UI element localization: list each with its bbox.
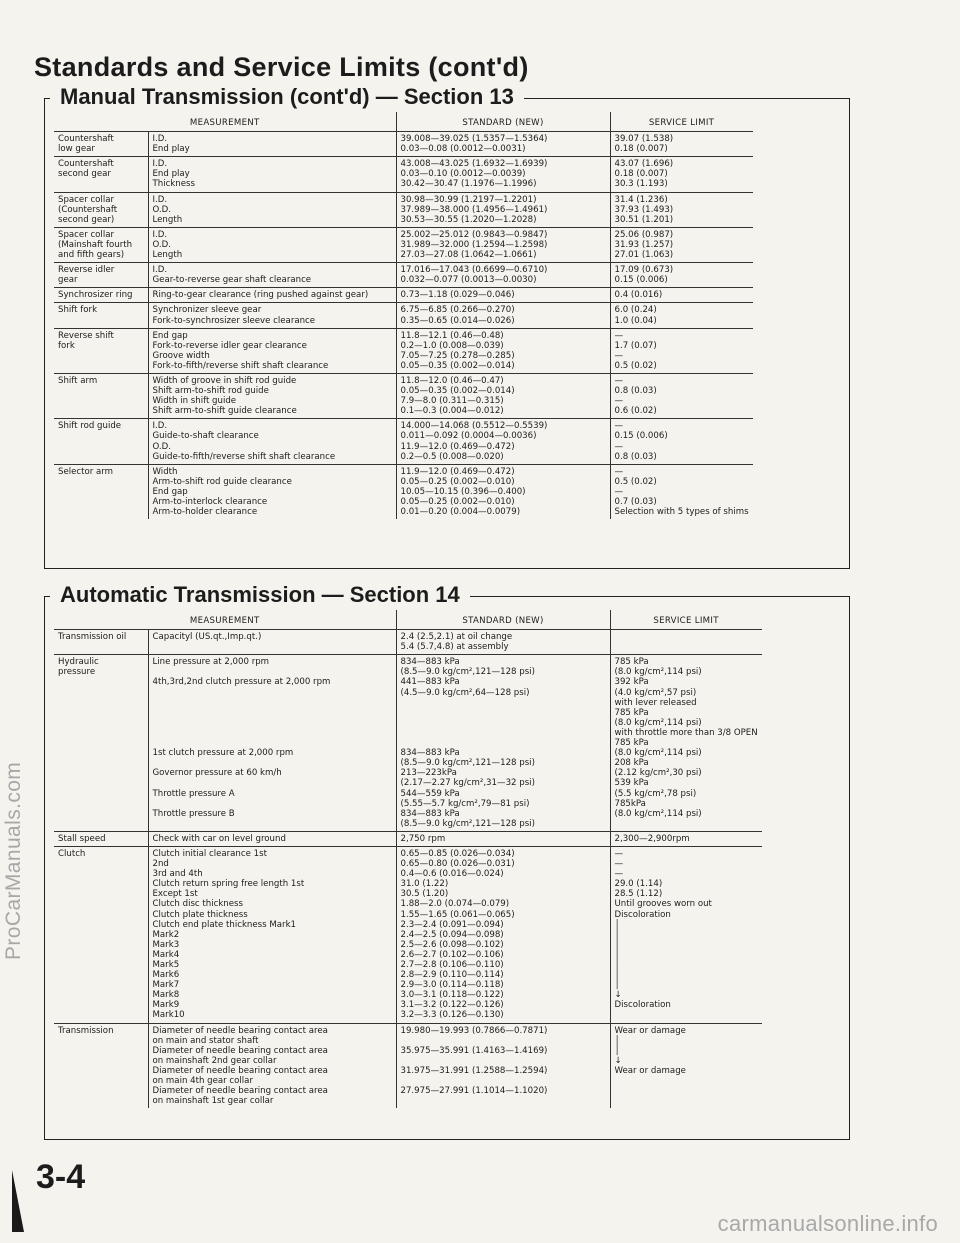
side-watermark: ProCarManuals.com: [2, 761, 25, 960]
service-limit-cell: [610, 630, 762, 655]
service-limit-cell: 6.0 (0.24) 1.0 (0.04): [610, 303, 753, 328]
part-cell: Transmission: [54, 1023, 148, 1108]
table-row: [54, 192, 753, 227]
service-limit-cell: — 0.5 (0.02) — 0.7 (0.03) Selection with 5 types of shims: [610, 464, 753, 519]
standard-cell: 39.008—39.025 (1.5357—1.5364) 0.03—0.08 (0.0012—0.0031): [396, 132, 610, 157]
service-limit-cell: 2,300—2,900rpm: [610, 831, 762, 846]
part-cell: Spacer collar (Mainshaft fourth and fifth gears): [54, 227, 148, 262]
service-limit-cell: — 1.7 (0.07) — 0.5 (0.02): [610, 328, 753, 373]
table-row: [54, 373, 753, 418]
automatic-section-title: Automatic Transmission — Section 14: [50, 582, 470, 608]
measurement-cell: I.D. O.D. Length: [148, 192, 396, 227]
standard-cell: 30.98—30.99 (1.2197—1.2201) 37.989—38.000 (1.4956—1.4961) 30.53—30.55 (1.2020—1.2028): [396, 192, 610, 227]
measurement-cell: Width of groove in shift rod guide Shift arm-to-shift rod guide Width in shift guide Shift arm-to-shift guide clearance: [148, 373, 396, 418]
header-standard: STANDARD (NEW): [396, 610, 610, 630]
table-row: [54, 157, 753, 192]
bottom-watermark: carmanualsonline.info: [717, 1211, 938, 1236]
table-row: [54, 630, 762, 655]
table-row: [54, 227, 753, 262]
standard-cell: 2,750 rpm: [396, 831, 610, 846]
part-cell: Spacer collar (Countershaft second gear): [54, 192, 148, 227]
measurement-cell: End gap Fork-to-reverse idler gear clearance Groove width Fork-to-fifth/reverse shift shaft clearance: [148, 328, 396, 373]
measurement-cell: Check with car on level ground: [148, 831, 396, 846]
part-cell: Hydraulic pressure: [54, 655, 148, 832]
measurement-cell: Width Arm-to-shift rod guide clearance End gap Arm-to-interlock clearance Arm-to-holder clearance: [148, 464, 396, 519]
automatic-spec-table: [54, 610, 762, 1108]
standard-cell: 0.73—1.18 (0.029—0.046): [396, 288, 610, 303]
corner-mark: [12, 1170, 24, 1232]
table-row: [54, 132, 753, 157]
standard-cell: 25.002—25.012 (0.9843—0.9847) 31.989—32.000 (1.2594—1.2598) 27.03—27.08 (1.0642—1.0661): [396, 227, 610, 262]
standard-cell: 2.4 (2.5,2.1) at oil change 5.4 (5.7,4.8) at assembly: [396, 630, 610, 655]
service-limit-cell: — 0.8 (0.03) — 0.6 (0.02): [610, 373, 753, 418]
measurement-cell: I.D. End play: [148, 132, 396, 157]
standard-cell: 43.008—43.025 (1.6932—1.6939) 0.03—0.10 (0.0012—0.0039) 30.42—30.47 (1.1976—1.1996): [396, 157, 610, 192]
part-cell: Transmission oil: [54, 630, 148, 655]
service-limit-cell: 17.09 (0.673) 0.15 (0.006): [610, 263, 753, 288]
part-cell: Shift fork: [54, 303, 148, 328]
service-limit-cell: 43.07 (1.696) 0.18 (0.007) 30.3 (1.193): [610, 157, 753, 192]
measurement-cell: I.D. O.D. Length: [148, 227, 396, 262]
standard-cell: 834—883 kPa (8.5—9.0 kg/cm²,121—128 psi) 441—883 kPa (4.5—9.0 kg/cm²,64—128 psi) 834—883 kPa (8.5—9.0 kg/cm²,121—128 psi) 213—223kPa (2.17—2.27 kg/cm²,31—32 psi) 544—559 kPa (5.55—5.7 kg/cm²,79—81 psi) 834—883 kPa (8.5—9.0 kg/cm²,121—128 psi): [396, 655, 610, 832]
measurement-cell: Capacityl (US.qt.,Imp.qt.): [148, 630, 396, 655]
header-measurement: MEASUREMENT: [189, 118, 260, 128]
measurement-cell: Ring-to-gear clearance (ring pushed against gear): [148, 288, 396, 303]
automatic-transmission-section: [44, 582, 850, 1140]
service-limit-cell: — 0.15 (0.006) — 0.8 (0.03): [610, 419, 753, 464]
measurement-cell: Synchronizer sleeve gear Fork-to-synchrosizer sleeve clearance: [148, 303, 396, 328]
part-cell: Stall speed: [54, 831, 148, 846]
table-row: [54, 655, 762, 832]
table-row: [54, 831, 762, 846]
standard-cell: 17.016—17.043 (0.6699—0.6710) 0.032—0.077 (0.0013—0.0030): [396, 263, 610, 288]
part-cell: Countershaft low gear: [54, 132, 148, 157]
header-standard: STANDARD (NEW): [396, 112, 610, 132]
standard-cell: 14.000—14.068 (0.5512—0.5539) 0.011—0.092 (0.0004—0.0036) 11.9—12.0 (0.469—0.472) 0.2—0.5 (0.008—0.020): [396, 419, 610, 464]
header-measurement: MEASUREMENT: [189, 616, 260, 626]
table-row: [54, 263, 753, 288]
part-cell: Countershaft second gear: [54, 157, 148, 192]
measurement-cell: Line pressure at 2,000 rpm 4th,3rd,2nd clutch pressure at 2,000 rpm 1st clutch pressure at 2,000 rpm Governor pressure at 60 km/h Throttle pressure A Throttle pressure B: [148, 655, 396, 832]
service-limit-cell: — — — 29.0 (1.14) 28.5 (1.12) Until grooves worn out Discoloration │ │ │ │ │ │ │ ↓ Discoloration: [610, 846, 762, 1023]
measurement-cell: I.D. Guide-to-shaft clearance O.D. Guide-to-fifth/reverse shift shaft clearance: [148, 419, 396, 464]
part-cell: Selector arm: [54, 464, 148, 519]
service-limit-cell: Wear or damage │ │ ↓ Wear or damage: [610, 1023, 762, 1108]
part-cell: Shift arm: [54, 373, 148, 418]
manual-transmission-section: [44, 84, 850, 569]
standard-cell: 11.9—12.0 (0.469—0.472) 0.05—0.25 (0.002—0.010) 10.05—10.15 (0.396—0.400) 0.05—0.25 (0.002—0.010) 0.01—0.20 (0.004—0.0079): [396, 464, 610, 519]
table-row: [54, 328, 753, 373]
part-cell: Clutch: [54, 846, 148, 1023]
service-limit-cell: 785 kPa (8.0 kg/cm²,114 psi) 392 kPa (4.0 kg/cm²,57 psi) with lever released 785 kPa (8.0 kg/cm²,114 psi) with throttle more than 3/8 OPEN 785 kPa (8.0 kg/cm²,114 psi) 208 kPa (2.12 kg/cm²,30 psi) 539 kPa (5.5 kg/cm²,78 psi) 785kPa (8.0 kg/cm²,114 psi): [610, 655, 762, 832]
table-row: [54, 1023, 762, 1108]
standard-cell: 11.8—12.1 (0.46—0.48) 0.2—1.0 (0.008—0.039) 7.05—7.25 (0.278—0.285) 0.05—0.35 (0.002—0.014): [396, 328, 610, 373]
table-row: [54, 846, 762, 1023]
measurement-cell: I.D. End play Thickness: [148, 157, 396, 192]
part-cell: Synchrosizer ring: [54, 288, 148, 303]
standard-cell: 19.980—19.993 (0.7866—0.7871) 35.975—35.991 (1.4163—1.4169) 31.975—31.991 (1.2588—1.2594) 27.975—27.991 (1.1014—1.1020): [396, 1023, 610, 1108]
header-service-limit: SERVICE LIMIT: [610, 610, 762, 630]
standard-cell: 11.8—12.0 (0.46—0.47) 0.05—0.35 (0.002—0.014) 7.9—8.0 (0.311—0.315) 0.1—0.3 (0.004—0.012): [396, 373, 610, 418]
measurement-cell: Clutch initial clearance 1st 2nd 3rd and 4th Clutch return spring free length 1st Except 1st Clutch disc thickness Clutch plate thickness Clutch end plate thickness Mark1 Mark2 Mark3 Mark4 Mark5 Mark6 Mark7 Mark8 Mark9 Mark10: [148, 846, 396, 1023]
service-limit-cell: 39.07 (1.538) 0.18 (0.007): [610, 132, 753, 157]
part-cell: Reverse idler gear: [54, 263, 148, 288]
manual-spec-table: [54, 112, 753, 519]
service-limit-cell: 0.4 (0.016): [610, 288, 753, 303]
table-row: [54, 419, 753, 464]
part-cell: Shift rod guide: [54, 419, 148, 464]
page-title: Standards and Service Limits (cont'd): [34, 52, 529, 82]
page-number: 3-4: [36, 1158, 86, 1196]
table-row: [54, 464, 753, 519]
table-row: [54, 288, 753, 303]
service-limit-cell: 31.4 (1.236) 37.93 (1.493) 30.51 (1.201): [610, 192, 753, 227]
header-service-limit: SERVICE LIMIT: [610, 112, 753, 132]
measurement-cell: Diameter of needle bearing contact area on main and stator shaft Diameter of needle bearing contact area on mainshaft 2nd gear collar Diameter of needle bearing contact area on main 4th gear collar Diameter of needle bearing contact area on mainshaft 1st gear collar: [148, 1023, 396, 1108]
service-limit-cell: 25.06 (0.987) 31.93 (1.257) 27.01 (1.063): [610, 227, 753, 262]
part-cell: Reverse shift fork: [54, 328, 148, 373]
standard-cell: 6.75—6.85 (0.266—0.270) 0.35—0.65 (0.014—0.026): [396, 303, 610, 328]
manual-section-title: Manual Transmission (cont'd) — Section 13: [50, 84, 524, 110]
standard-cell: 0.65—0.85 (0.026—0.034) 0.65—0.80 (0.026—0.031) 0.4—0.6 (0.016—0.024) 31.0 (1.22) 30.5 (1.20) 1.88—2.0 (0.074—0.079) 1.55—1.65 (0.061—0.065) 2.3—2.4 (0.091—0.094) 2.4—2.5 (0.094—0.098) 2.5—2.6 (0.098—0.102) 2.6—2.7 (0.102—0.106) 2.7—2.8 (0.106—0.110) 2.8—2.9 (0.110—0.114) 2.9—3.0 (0.114—0.118) 3.0—3.1 (0.118—0.122) 3.1—3.2 (0.122—0.126) 3.2—3.3 (0.126—0.130): [396, 846, 610, 1023]
measurement-cell: I.D. Gear-to-reverse gear shaft clearance: [148, 263, 396, 288]
table-row: [54, 303, 753, 328]
